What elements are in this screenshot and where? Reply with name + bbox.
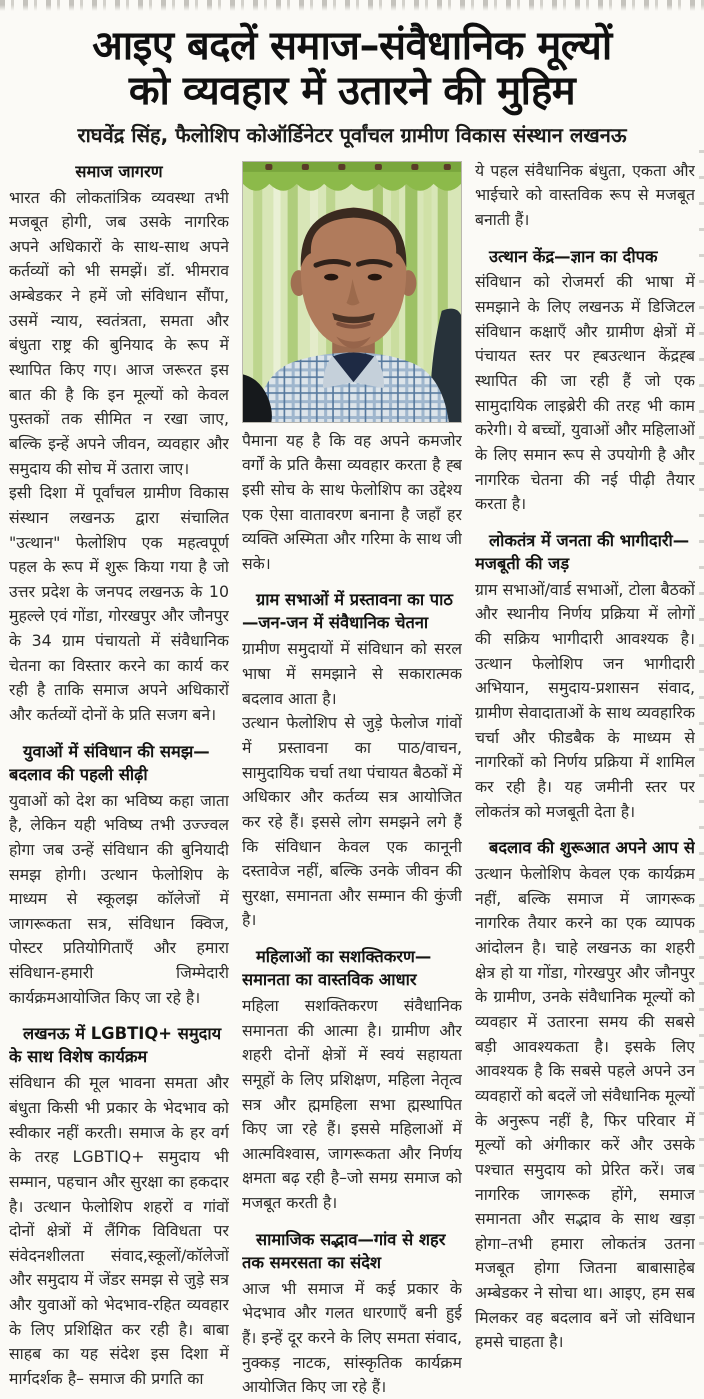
- column-2: [242, 159, 462, 1399]
- column-1: [9, 159, 229, 1399]
- cropped-previous-line-strip: [0, 0, 704, 11]
- cropped-right-column-strip: [699, 150, 704, 1250]
- article-paragraph: उत्थान फेलोशिप से जुड़े फेलोज गांवों में प्रस्तावना का पाठ/वाचन, सामुदायिक चर्चा तथा पंचायत बैठकों में अधिकार और कर्तव्य सत्र आयोजित कर रहे हैं। इससे लोग समझने लगे हैं कि संविधान केवल एक कानूनी दस्तावेज नहीं, बल्कि उनके जीवन की सुरक्षा, समानता और सम्मान की कुंजी है।: [242, 713, 462, 930]
- article-section: [9, 1023, 229, 1391]
- section-heading: बदलाव की शुरूआत अपने आप से: [489, 838, 695, 858]
- article-byline: राघवेंद्र सिंह, फैलोशिप कोऑर्डिनेटर पूर्वांचल ग्रामीण विकास संस्थान लखनऊ: [77, 122, 627, 147]
- section-heading: ग्राम सभाओं में प्रस्तावना का पाठ—जन-जन में संवैधानिक चेतना: [242, 590, 453, 633]
- section-heading: सामाजिक सद्भाव—गांव से शहर तक समरसता का संदेश: [242, 1229, 446, 1272]
- section-heading: लोकतंत्र में जनता की भागीदारी—मजबूती की जड़: [475, 530, 690, 573]
- section-heading: समाज जागरण: [75, 161, 163, 181]
- portrait-photo-illustration: [243, 162, 461, 422]
- article-section: [475, 159, 695, 233]
- section-heading: उत्थान केंद्र—ज्ञान का दीपक: [489, 246, 658, 266]
- article-section: [242, 589, 462, 933]
- article-section: [475, 530, 695, 824]
- article-section: [9, 161, 229, 728]
- article-section: [475, 246, 695, 517]
- article-paragraph: युवाओं को देश का भविष्य कहा जाता है, लेकिन यही भविष्य तभी उज्ज्वल होगा जब उन्हें संविधान की बुनियादी समझ होगी। उत्थान फेलोशिप के माध्यम से स्कूलझ कॉलेजों में जागरूकता सत्र, संविधान क्विज, पोस्टर प्रतियोगिताएँ और हमारा संविधान-हमारी जिम्मेदारी कार्यक्रमआयोजित किए जा रहे है।: [9, 790, 229, 1007]
- article-section: [242, 946, 462, 1216]
- section-heading: युवाओं में संविधान की समझ— बदलाव की पहली सीढ़ी: [9, 741, 210, 784]
- section-heading: महिलाओं का सशक्तिकरण— समानता का वास्तविक आधार: [242, 947, 432, 990]
- article-section: [475, 837, 695, 1355]
- article-paragraph: ये पहल संवैधानिक बंधुता, एकता और भाईचारे को वास्तविक रूप से मजबूत बनाती हैं।: [475, 160, 695, 229]
- article-section: [9, 741, 229, 1011]
- article-paragraph: इसी दिशा में पूर्वांचल ग्रामीण विकास संस्थान लखनऊ द्वारा संचालित "उत्थान" फेलोशिप एक महत्वपूर्ण पहल के रूप में शुरू किया गया है जो उत्तर प्रदेश के जनपद लखनऊ के 10 मुहल्ले एवं गोंडा, गोरखपुर और जौनपुर के 34 ग्राम पंचायतो में संवैधानिक चेतना का विस्तार करने का कार्य कर रही है ताकि समाज अपने अधिकारों और कर्तव्यों दोनों के प्रति सजग बने।: [9, 483, 229, 725]
- article-masthead: [0, 0, 704, 147]
- article-headline: [10, 24, 694, 114]
- article-paragraph: संविधान को रोजमर्रा की भाषा में समझाने के लिए लखनऊ में डिजिटल संविधान कक्षाएँ और ग्रामीण क्षेत्रों में पंचायत स्तर पर ह्बउत्थान केंद्रह्ब स्थापित की जा रही हैं जो एक सामुदायिक लाइब्रेरी की तरह भी काम करेगी। ये बच्चों, युवाओं और महिलाओं के लिए समान रूप से उपयोगी है और नागरिक चेतना की नई पीढ़ी तैयार करता है।: [475, 272, 695, 514]
- column-3: [475, 159, 695, 1399]
- article-body: [0, 147, 704, 1399]
- article-paragraph: आज भी समाज में कई प्रकार के भेदभाव और गलत धारणाएँ बनी हुई हैं। इन्हें दूर करने के लिए समता संवाद, नुक्कड़ नाटक, सांस्कृतिक कार्यक्रम आयोजित किए जा रहे हैं।: [242, 1278, 462, 1397]
- article-paragraph: ग्रामीण समुदायों में संविधान को सरल भाषा में समझाने से सकारात्मक बदलाव आता है।: [242, 639, 462, 708]
- article-section: [242, 429, 462, 577]
- article-paragraph: ग्राम सभाओं/वार्ड सभाओं, टोला बैठकों और स्थानीय निर्णय प्रक्रिया में लोगों की सक्रिय भागीदारी आवश्यक है। उत्थान फेलोशिप जन भागीदारी अभियान, समुदाय-प्रशासन संवाद, ग्रामीण सेवादाताओं के साथ व्यवहारिक चर्चा और फीडबैक के माध्यम से नागरिकों को निर्णय प्रक्रिया में शामिल कर रही है। यह जमीनी स्तर पर लोकतंत्र को मजबूती देता है।: [475, 579, 695, 821]
- article-paragraph: संविधान की मूल भावना समता और बंधुता किसी भी प्रकार के भेदभाव को स्वीकार नहीं करती। समाज के हर वर्ग के तरह LGBTIQ+ समुदाय भी सम्मान, पहचान और सुरक्षा का हकदार है। उत्थान फेलोशिप शहरों व गांवों दोनों क्षेत्रों में लैंगिक विविधता पर संवेदनशीलता संवाद,स्कूलों/कॉलेजों और समुदाय में जेंडर समझ से जुड़े सत्र और युवाओं को भेदभाव-रहित व्यवहार के लिए प्रशिक्षित कर रही है। बाबा साहब का यह संदेश इस दिशा में मार्गदर्शक है– समाज की प्रगति का: [9, 1073, 229, 1388]
- headline-line-2: को व्यवहार में उतारने की मुहिम: [128, 67, 576, 114]
- article-paragraph: भारत की लोकतांत्रिक व्यवस्था तभी मजबूत होगी, जब उसके नागरिक अपने अधिकारों के साथ-साथ अपने कर्तव्यों को भी समझें। डॉ. भीमराव अम्बेडकर ने हमें जो संविधान सौंपा, उसमें न्याय, स्वतंत्रता, समता और बंधुता राष्ट्र की बुनियाद के रूप में स्थापित किए गए। आज जरूरत इस बात की है कि इन मूल्यों को केवल पुस्तकों तक सीमित न रखा जाए, बल्कि इन्हें अपने जीवन, व्यवहार और समुदाय की सोच में उतारा जाए।: [9, 187, 229, 478]
- article-paragraph: उत्थान फेलोशिप केवल एक कार्यक्रम नहीं, बल्कि समाज में जागरूक नागरिक तैयार करने का एक व्यापक आंदोलन है। चाहे लखनऊ का शहरी क्षेत्र हो या गोंडा, गोरखपुर और जौनपुर के ग्रामीण, उनके संवैधानिक मूल्यों को व्यवहार में उतारना समय की सबसे बड़ी आवश्यकता है। इसके लिए आवश्यक है कि सबसे पहले अपने उन व्यवहारों को बदलें जो संवैधानिक मूल्यों के अनुरूप नहीं है, फिर परिवार में मूल्यों को अंगीकार करें और उसके पश्चात समुदाय को प्रेरित करें। जब नागरिक जागरूक होंगे, समाज समानता और सद्भाव के साथ खड़ा होगा–तभी हमारा लोकतंत्र उतना मजबूत होगा जितना बाबासाहेब अम्बेडकर ने सोचा था। आइए, हम सब मिलकर वह बदलाव बनें जो संविधान हमसे चाहता है।: [475, 864, 695, 1352]
- headline-line-1: आइए बदलें समाज–संवैधानिक मूल्यों: [92, 23, 612, 69]
- section-heading: लखनऊ में LGBTIQ+ समुदाय के साथ विशेष कार्यक्रम: [9, 1024, 222, 1067]
- article-paragraph: महिला सशक्तिकरण संवैधानिक समानता की आत्मा है। ग्रामीण और शहरी दोनों क्षेत्रों में स्वयं सहायता समूहों के लिए प्रशिक्षण, महिला नेतृत्व सत्र और ह्ममहिला सभा ह्मस्थापित किए जा रहे हैं। इससे महिलाओं में आत्मविश्वास, जागरूकता और निर्णय क्षमता बढ़ रही है–जो समग्र समाज को मजबूत करती है।: [242, 996, 462, 1213]
- portrait-photo: [242, 161, 462, 423]
- article-section: [242, 1229, 462, 1399]
- article-paragraph: पैमाना यह है कि वह अपने कमजोर वर्गों के प्रति कैसा व्यवहार करता है ह्ब इसी सोच के साथ फेलोशिप का उद्देश्य एक ऐसा वातावरण बनाना है जहाँ हर व्यक्ति अस्मिता और गरिमा के साथ जी सके।: [242, 430, 462, 573]
